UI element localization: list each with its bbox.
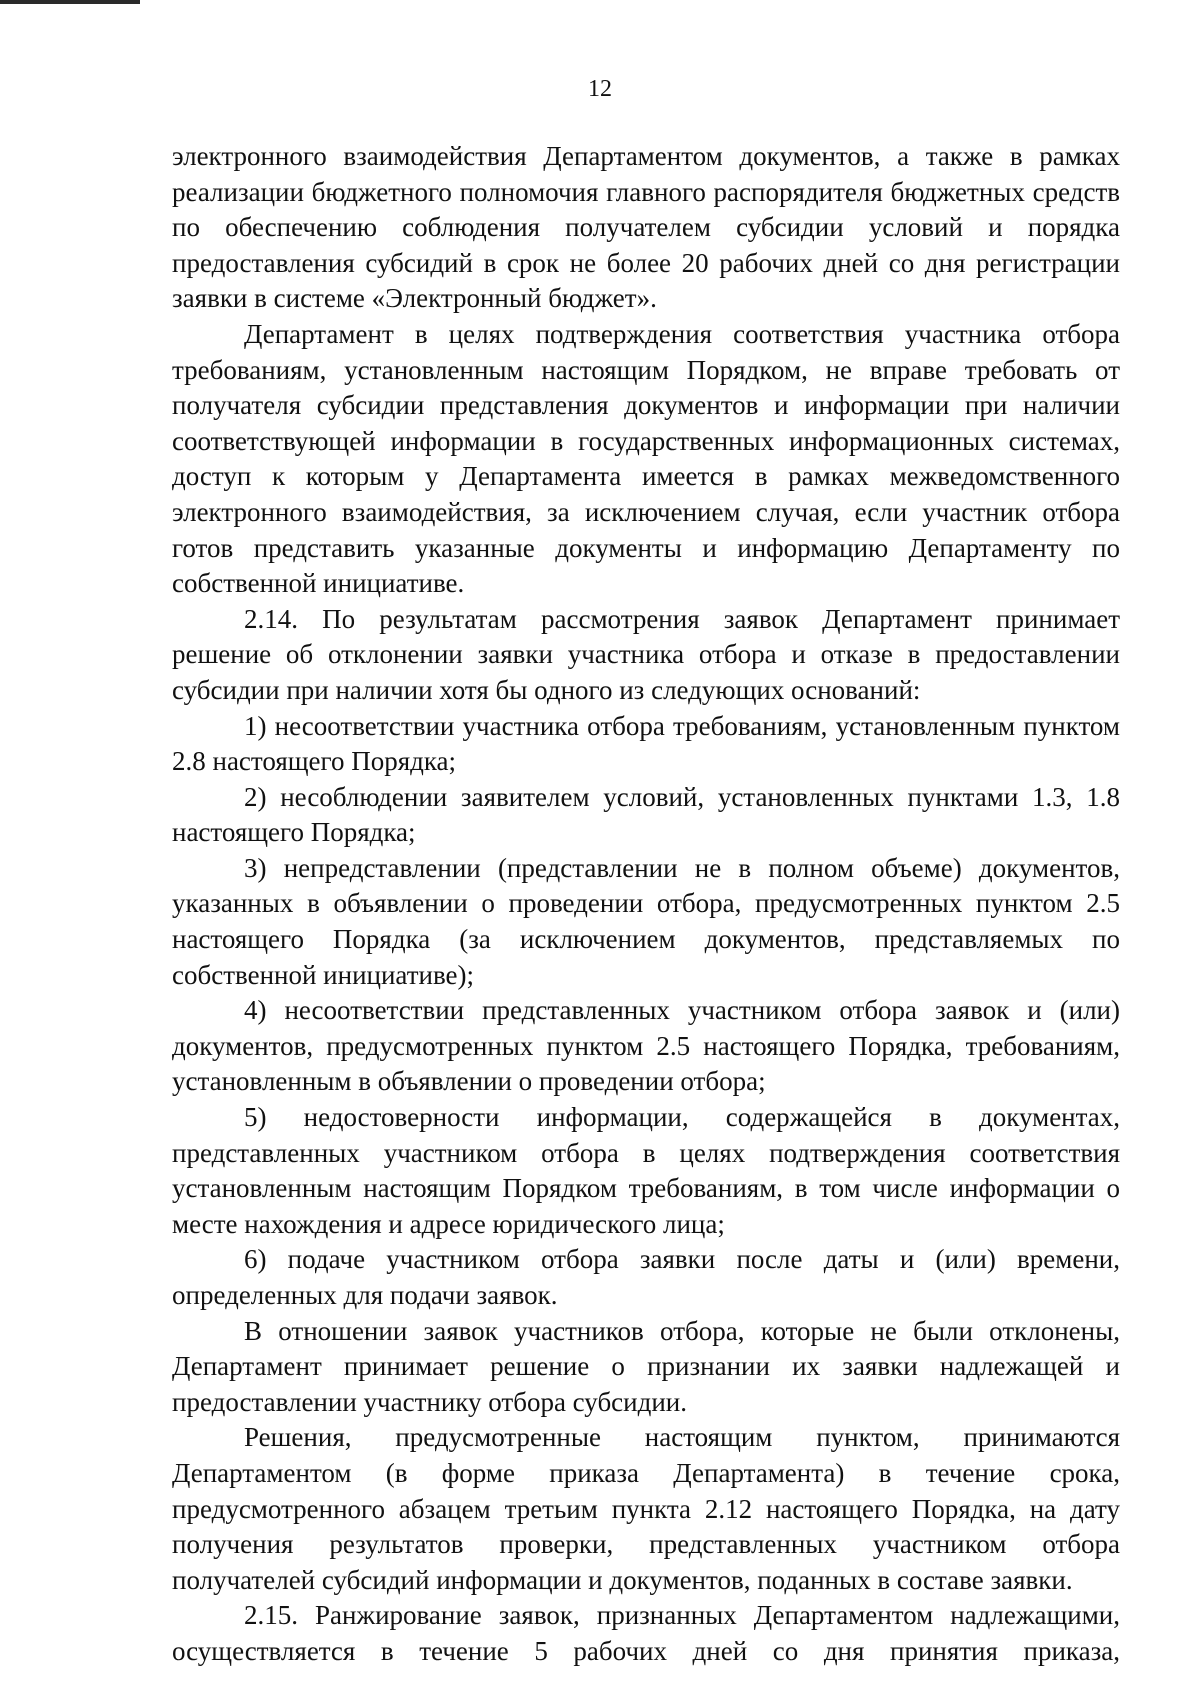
paragraph-department-verification: Департамент в целях подтверждения соответствия участника отбора требованиям, установленным настоящим Порядком, не вправе требовать от получателя субсидии представления документов и информации при наличии соответствующей информации в государственных информационных системах, доступ к которым у Департамента имеется в рамках межведомственного электронного взаимодействия, за исключением случая, если участник отбора готов представить указанные документы и информацию Департаменту по собственной инициативе.	[172, 318, 1120, 599]
paragraph-section-2-15: 2.15. Ранжирование заявок, признанных Департаментом надлежащими, осуществляется в течение 5 рабочих дней со дня принятия приказа,	[172, 1600, 1120, 1666]
list-item-reason-4: 4) несоответствии представленных участником отбора заявок и (или) документов, предусмотренных пунктом 2.5 настоящего Порядка, требованиям, установленным в объявлении о проведении отбора;	[172, 995, 1120, 1097]
paragraph-continuation: электронного взаимодействия Департаментом документов, а также в рамках реализации бюджетного полномочия главного распорядителя бюджетных средств по обеспечению соблюдения получателем субсидии условий и порядка предоставления субсидий в срок не более 20 рабочих дней со дня регистрации заявки в системе «Электронный бюджет».	[172, 141, 1120, 314]
list-item-reason-5: 5) недостоверности информации, содержащейся в документах, представленных участником отбора в целях подтверждения соответствия установленным настоящим Порядком требованиям, в том числе информации о месте нахождения и адресе юридического лица;	[172, 1102, 1120, 1239]
paragraph-accepted-applications: В отношении заявок участников отбора, которые не были отклонены, Департамент принимает решение о признании их заявки надлежащей и предоставлении участнику отбора субсидии.	[172, 1315, 1120, 1417]
paragraph-decisions: Решения, предусмотренные настоящим пунктом, принимаются Департаментом (в форме приказа Департамента) в течение срока, предусмотренного абзацем третьим пункта 2.12 настоящего Порядка, на дату получения результатов проверки, представленных участником отбора получателей субсидий информации и документов, поданных в составе заявки.	[172, 1422, 1120, 1595]
page-number: 12	[588, 76, 612, 102]
list-item-reason-6: 6) подаче участником отбора заявки после даты и (или) времени, определенных для подачи заявок.	[172, 1244, 1120, 1310]
scan-edge-mark	[0, 0, 140, 4]
list-item-reason-3: 3) непредставлении (представлении не в полном объеме) документов, указанных в объявлении о проведении отбора, предусмотренных пунктом 2.5 настоящего Порядка (за исключением документов, представляемых по собственной инициативе);	[172, 852, 1120, 990]
paragraph-section-2-14: 2.14. По результатам рассмотрения заявок Департамент принимает решение об отклонении заявки участника отбора и отказе в предоставлении субсидии при наличии хотя бы одного из следующих оснований:	[172, 603, 1120, 705]
document-body	[172, 139, 1120, 1670]
list-item-reason-2: 2) несоблюдении заявителем условий, установленных пунктами 1.3, 1.8 настоящего Порядка;	[172, 781, 1120, 848]
list-item-reason-1: 1) несоответствии участника отбора требованиям, установленным пунктом 2.8 настоящего Порядка;	[172, 710, 1120, 777]
